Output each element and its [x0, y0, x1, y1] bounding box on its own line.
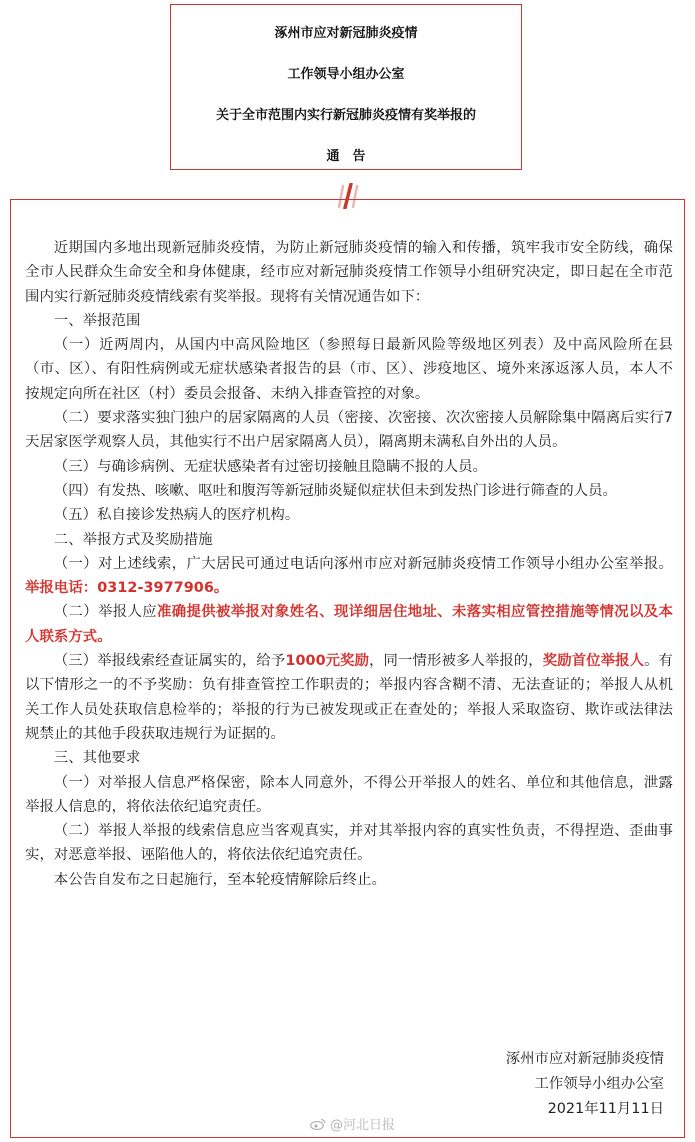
section-2-item-2-lead: （二）举报人应: [53, 604, 158, 621]
title-box: [170, 4, 522, 170]
section-2-item-3-part-c: ，同一情形被多人举报的，: [369, 653, 543, 670]
intro-paragraph: 近期国内多地出现新冠肺炎疫情，为防止新冠肺炎疫情的输入和传播，筑牢我市安全防线，确保全市人民群众生命安全和身体健康，经市应对新冠肺炎疫情工作领导小组研究决定，即日起在全市范围内实行新冠肺炎疫情线索有奖举报。现将有关情况通告如下：: [25, 240, 673, 305]
section-1-item-1: （一）近两周内，从国内中高风险地区（参照每日最新风险等级地区列表）及中高风险所在县（市、区）、有阳性病例或无症状感染者报告的县（市、区）、涉疫地区、境外来涿返涿人员，本人不按规定向所在社区（村）委员会报备、未纳入排查管控的对象。: [25, 337, 673, 402]
section-2-item-3-part-a: （三）举报线索经查证属实的，给予: [53, 653, 286, 670]
reward-amount: 1000元奖励: [285, 653, 370, 670]
notice-subject-line: 关于全市范围内实行新冠肺炎疫情有奖举报的: [215, 108, 476, 123]
section-2-item-2: [25, 600, 673, 649]
section-2-item-1-text: （一）对上述线索，广大居民可通过电话向涿州市应对新冠肺炎疫情工作领导小组办公室举报。: [53, 555, 673, 572]
notice-body-box: [10, 199, 685, 1138]
watermark: [310, 1114, 395, 1133]
section-1-item-5: （五）私自接诊发热病人的医疗机构。: [53, 507, 300, 524]
notice-type-label: 通 告: [326, 149, 366, 164]
section-3-heading: 三、其他要求: [53, 750, 141, 767]
section-2-item-3: [25, 649, 673, 746]
signature-org-line-2: 工作领导小组办公室: [534, 1076, 664, 1092]
section-2-item-3-part-e: 。有以下情形之一的不予奖励：负有排查管控工作职责的；举报内容含糊不清、无法查证的；举报人从机关工作人员处获取信息检举的；举报的行为已被发现或正在查处的；举报人采取盗窃、欺诈或法律法规禁止的其他手段获取违规行为证据的。: [25, 653, 673, 742]
section-1-item-3: （三）与确诊病例、无症状感染者有过密切接触且隐瞒不报的人员。: [53, 458, 488, 475]
section-3-item-2: （二）举报人举报的线索信息应当客观真实，并对其举报内容的真实性负责，不得捏造、歪曲事实，对恶意举报、诬陷他人的，将依法依纪追究责任。: [25, 823, 673, 864]
weibo-logo-icon: [310, 1118, 326, 1130]
watermark-text: @河北日报: [330, 1118, 396, 1133]
section-1-heading: 一、举报范围: [53, 312, 141, 329]
first-reporter-reward: 奖励首位举报人: [542, 653, 645, 670]
issuer-title-line-2: 工作领导小组办公室: [287, 67, 405, 82]
issuer-title-line-1: 涿州市应对新冠肺炎疫情: [274, 26, 418, 41]
required-report-info: 准确提供被举报对象姓名、现详细居住地址、未落实相应管控措施等情况以及本人联系方式。: [25, 604, 673, 645]
section-2-item-1: [25, 552, 673, 601]
notice-content: [25, 236, 673, 892]
section-1-item-2: （二）要求落实独门独户的居家隔离的人员（密接、次密接、次次密接人员解除集中隔离后实行7天居家医学观察人员，其他实行不出户居家隔离人员），隔离期未满私自外出的人员。: [25, 410, 673, 451]
report-phone-number: 举报电话：0312-3977906。: [25, 580, 229, 597]
signature-date: 2021年11月11日: [547, 1101, 664, 1117]
closing-paragraph: 本公告自发布之日起施行，至本轮疫情解除后终止。: [53, 871, 386, 888]
signature-org-line-1: 涿州市应对新冠肺炎疫情: [505, 1051, 664, 1067]
section-3-item-1: （一）对举报人信息严格保密，除本人同意外，不得公开举报人的姓名、单位和其他信息，泄露举报人信息的，将依法依纪追究责任。: [25, 774, 673, 815]
section-2-heading: 二、举报方式及奖励措施: [53, 531, 213, 548]
section-1-item-4: （四）有发热、咳嗽、呕吐和腹泻等新冠肺炎疑似症状但未到发热门诊进行筛查的人员。: [53, 482, 617, 499]
